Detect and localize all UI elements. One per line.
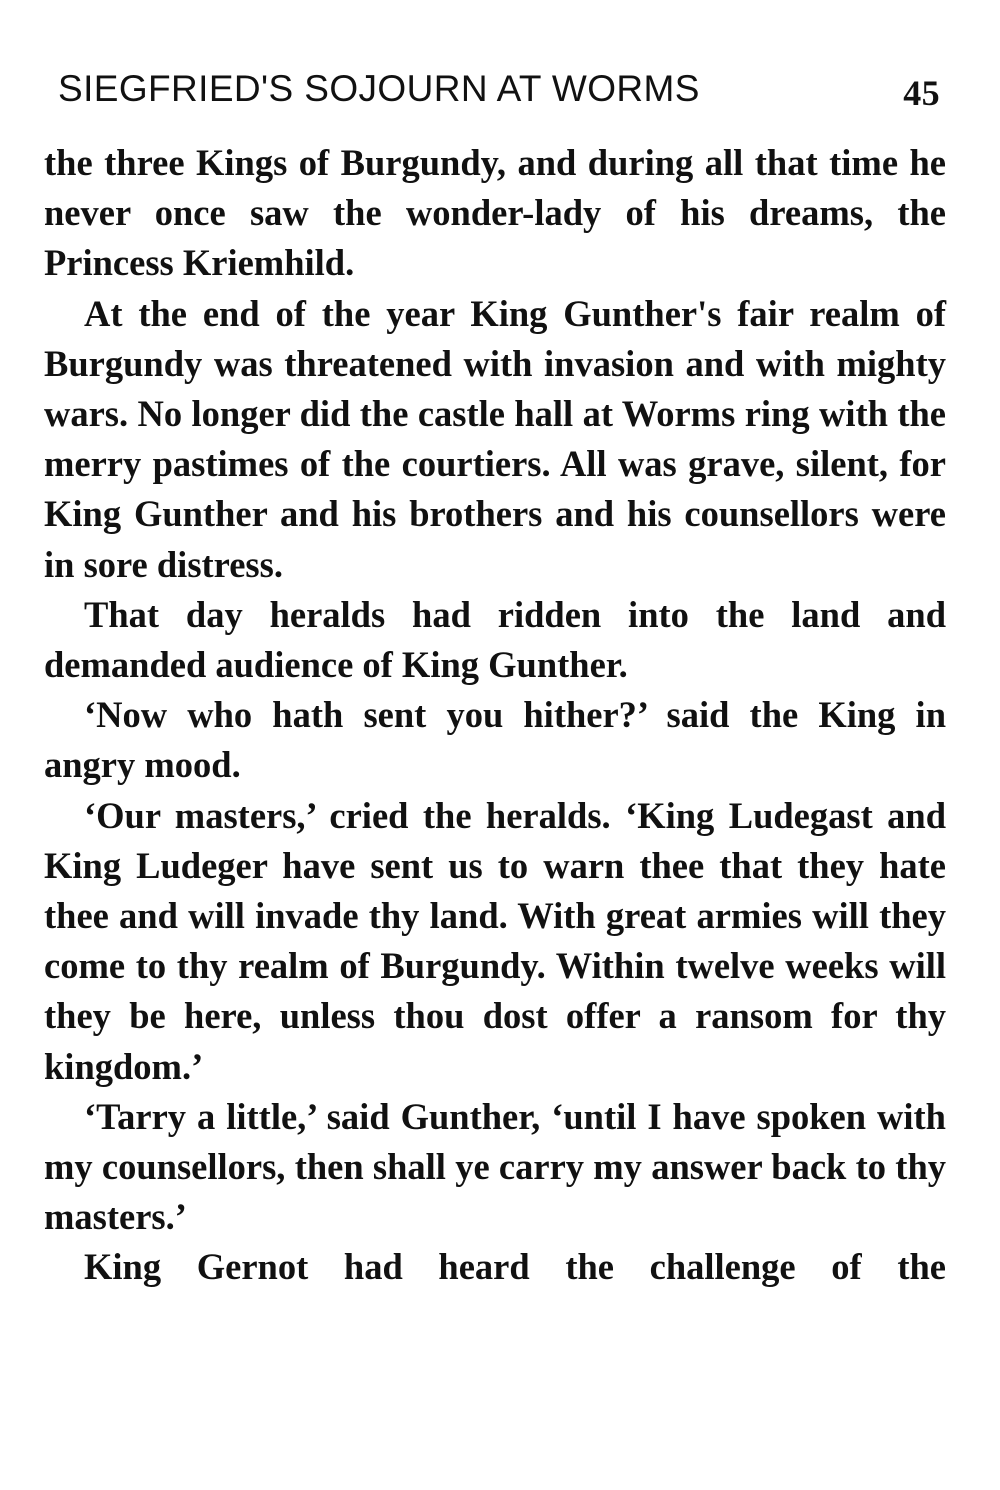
chapter-title: SIEGFRIED'S SOJOURN AT WORMS [58,68,700,109]
body-text [44,138,946,1293]
paragraph-gernot: King Gernot had heard the challenge of the [84,1246,946,1288]
paragraph-invasion: At the end of the year King Gunther's fair realm of Burgundy was threatened with invasion and with mighty wars. No longer did the castle hall at Worms ring with the merry pastimes of the courtiers. All was grave, silent, for King Gunther and his brothers and his counsellors were in sore distress. [44,292,946,585]
running-head [58,68,948,118]
paragraph-heralds: That day heralds had ridden into the land and demanded audience of King Gunther. [44,593,946,686]
paragraph-gunther-reply: ‘Tarry a little,’ said Gunther, ‘until I have spoken with my counsellors, then shall ye carry my answer back to thy masters.’ [44,1095,946,1238]
page-number: 45 [903,73,940,113]
paragraph-continued: the three Kings of Burgundy, and during all that time he never once saw the wonder-lady of his dreams, the Princess Kriemhild. [44,142,946,284]
paragraph-king-question: ‘Now who hath sent you hither?’ said the King in angry mood. [44,694,946,786]
paragraph-heralds-reply: ‘Our masters,’ cried the heralds. ‘King Ludegast and King Ludeger have sent us to warn thee that they hate thee and will invade thy land. With great armies will they come to thy realm of Burgundy. Within twelve weeks will they be here, unless thou dost offer a ransom for thy kingdom.’ [44,794,946,1087]
